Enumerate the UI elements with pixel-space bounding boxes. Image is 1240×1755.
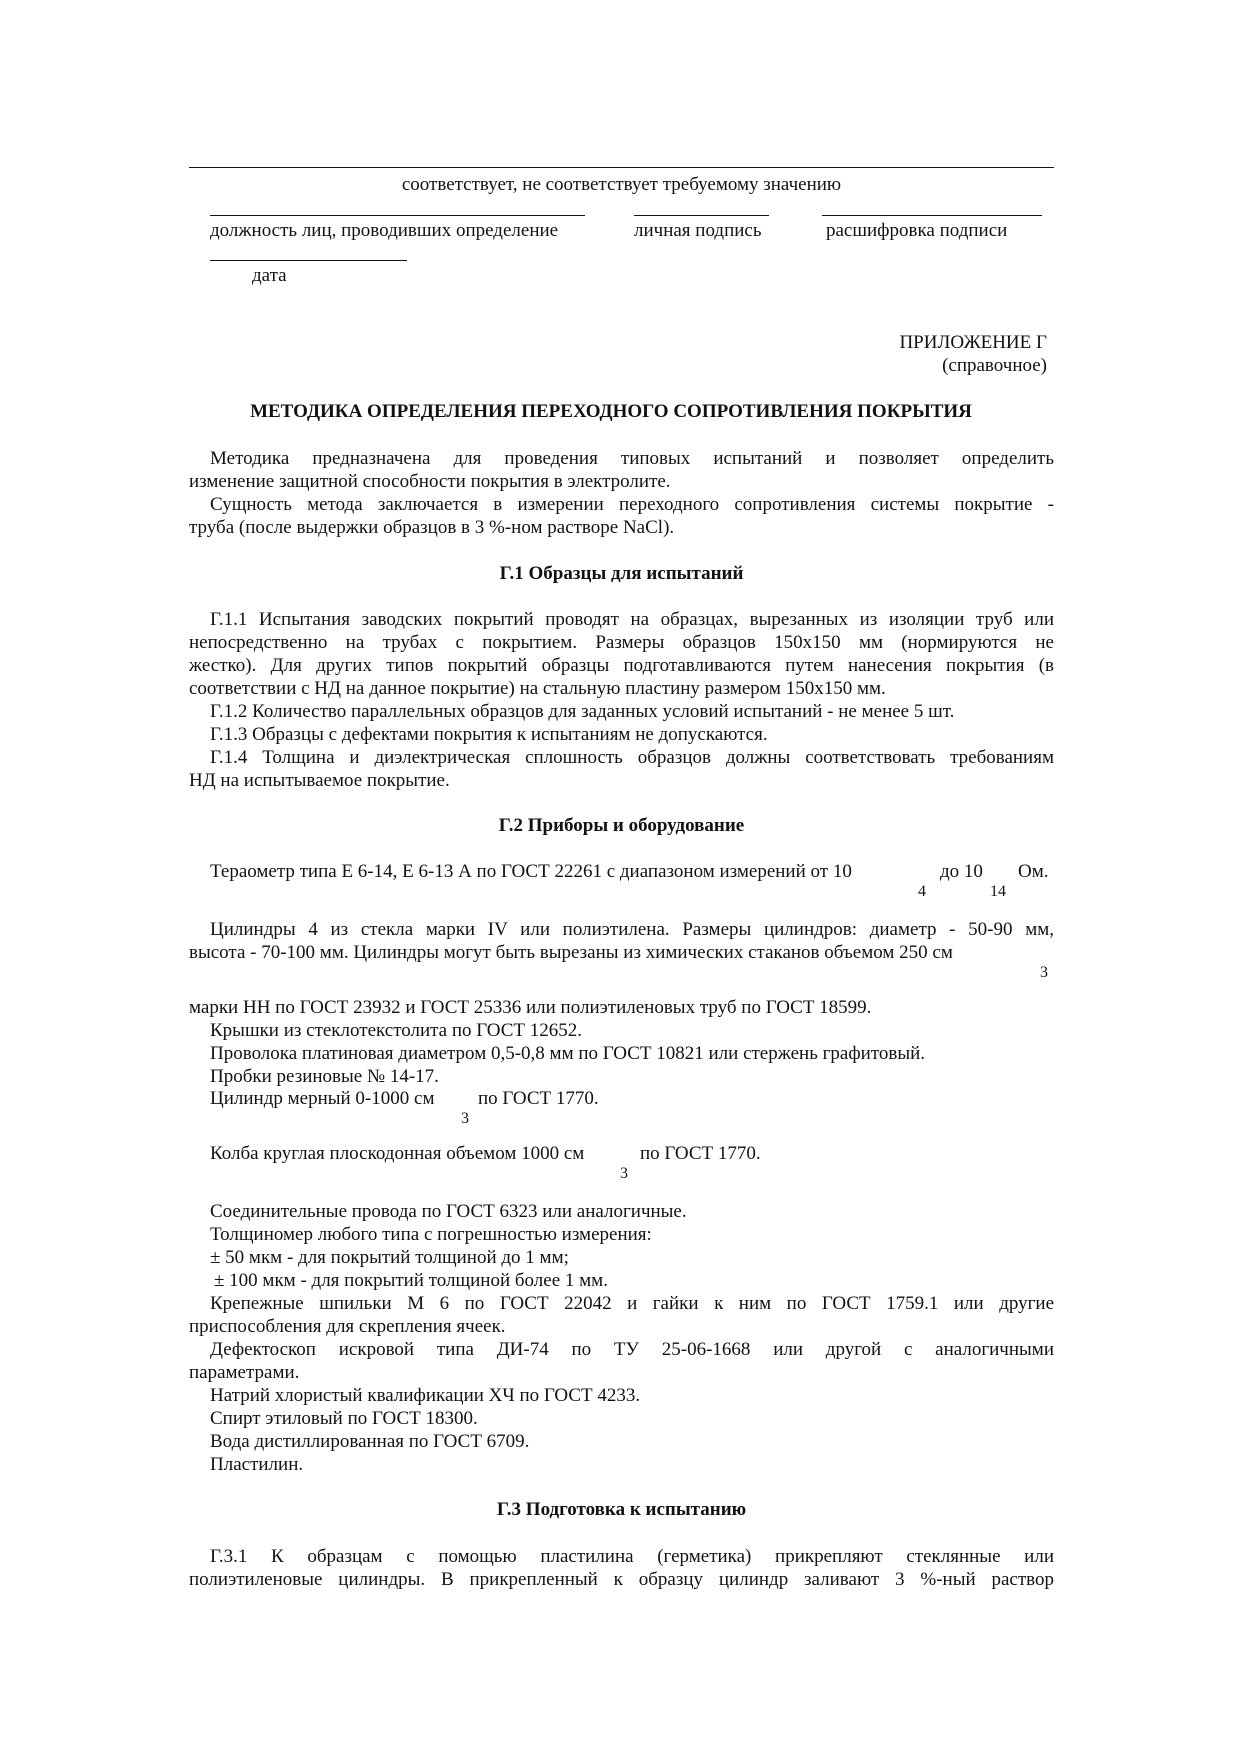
transcript-caption: расшифровка подписи (826, 220, 1008, 241)
thickness-gauge: Толщиномер любого типа с погрешностью измерения: (210, 1224, 652, 1245)
date-caption: дата (252, 265, 287, 286)
position-underline (210, 215, 585, 216)
g1-p4-line1: Г.1.4 Толщина и диэлектрическая сплошность образцов должны соответствовать требованиям (210, 747, 1054, 768)
teraometer-unit: Ом. (1018, 861, 1049, 882)
tolerance-thick: ± 100 мкм - для покрытий толщиной более 1 мм. (214, 1270, 608, 1291)
g1-p1-line3: жестко). Для других типов покрытий образцы подготавливаются путем нанесения покрытия (в (189, 655, 1054, 676)
measuring-cylinder-standard: по ГОСТ 1770. (478, 1088, 599, 1109)
section-g3-heading: Г.3 Подготовка к испытанию (496, 1499, 747, 1520)
cylinders-line3: марки НН по ГОСТ 23932 и ГОСТ 25336 или полиэтиленовых труб по ГОСТ 18599. (189, 997, 872, 1018)
g1-p1-line1: Г.1.1 Испытания заводских покрытий проводят на образцах, вырезанных из изоляции труб или (210, 609, 1054, 630)
appendix-type: (справочное) (942, 355, 1047, 376)
cylinders-line1: Цилиндры 4 из стекла марки IV или полиэтилена. Размеры цилиндров: диаметр - 50-90 мм, (210, 919, 1054, 940)
distilled-water: Вода дистиллированная по ГОСТ 6709. (210, 1431, 530, 1452)
plasticine: Пластилин. (210, 1454, 304, 1475)
compliance-caption: соответствует, не соответствует требуемому значению (401, 174, 842, 195)
section-g2-heading: Г.2 Приборы и оборудование (498, 815, 745, 836)
g1-p2: Г.1.2 Количество параллельных образцов для заданных условий испытаний - не менее 5 шт. (210, 701, 955, 722)
covers: Крышки из стеклотекстолита по ГОСТ 12652. (210, 1020, 583, 1041)
intro-p2-line1: Сущность метода заключается в измерении переходного сопротивления системы покрытие - (210, 494, 1054, 515)
platinum-wire: Проволока платиновая диаметром 0,5-0,8 мм по ГОСТ 10821 или стержень графитовый. (210, 1043, 926, 1064)
rubber-plugs: Пробки резиновые № 14-17. (210, 1066, 439, 1087)
studs-line2: приспособления для скрепления ячеек. (189, 1316, 506, 1337)
cylinders-exponent: 3 (1040, 964, 1048, 981)
detector-line2: параметрами. (189, 1362, 300, 1383)
sodium-chloride: Натрий хлористый квалификации ХЧ по ГОСТ 4233. (210, 1385, 641, 1406)
g1-p4-line2: НД на испытываемое покрытие. (189, 770, 450, 791)
flask-exponent: 3 (620, 1165, 628, 1182)
appendix-label: ПРИЛОЖЕНИЕ Г (899, 332, 1047, 353)
g1-p1-line2: непосредственно на трубах с покрытием. Размеры образцов 150x150 мм (нормируются не (189, 632, 1054, 653)
g3-p1-line2: полиэтиленовые цилиндры. В прикрепленный к образцу цилиндр заливают 3 %-ный раствор (189, 1569, 1054, 1590)
ethyl-alcohol: Спирт этиловый по ГОСТ 18300. (210, 1408, 478, 1429)
compliance-underline (189, 167, 1054, 168)
flask-standard: по ГОСТ 1770. (640, 1143, 761, 1164)
studs-line1: Крепежные шпильки М 6 по ГОСТ 22042 и гайки к ним по ГОСТ 1759.1 или другие (210, 1293, 1054, 1314)
measuring-cylinder-exponent: 3 (461, 1110, 469, 1127)
intro-p1-line2: изменение защитной способности покрытия в электролите. (189, 471, 671, 492)
teraometer-text: Тераометр типа Е 6-14, Е 6-13 А по ГОСТ 22261 с диапазоном измерений от 10 (210, 861, 852, 882)
intro-p2-line2: труба (после выдержки образцов в 3 %-ном растворе NaCl). (189, 517, 675, 538)
measuring-cylinder-text: Цилиндр мерный 0-1000 см (210, 1088, 435, 1109)
teraometer-exponent-min: 4 (918, 883, 926, 900)
g3-p1-line1: Г.3.1 К образцам с помощью пластилина (герметика) прикрепляют стеклянные или (210, 1546, 1054, 1567)
date-underline (210, 260, 407, 261)
signature-caption: личная подпись (634, 220, 762, 241)
g1-p3: Г.1.3 Образцы с дефектами покрытия к испытаниям не допускаются. (210, 724, 768, 745)
transcript-underline (822, 215, 1042, 216)
teraometer-mid: до 10 (940, 861, 983, 882)
position-caption: должность лиц, проводивших определение (210, 220, 559, 241)
appendix-title: МЕТОДИКА ОПРЕДЕЛЕНИЯ ПЕРЕХОДНОГО СОПРОТИВЛЕНИЯ ПОКРЫТИЯ (250, 401, 972, 422)
tolerance-thin: ± 50 мкм - для покрытий толщиной до 1 мм; (210, 1247, 569, 1268)
detector-line1: Дефектоскоп искровой типа ДИ-74 по ТУ 25-06-1668 или другой с аналогичными (210, 1339, 1054, 1360)
teraometer-exponent-max: 14 (990, 883, 1006, 900)
cylinders-line2: высота - 70-100 мм. Цилиндры могут быть вырезаны из химических стаканов объемом 250 см (189, 942, 953, 963)
signature-underline (634, 215, 769, 216)
intro-p1-line1: Методика предназначена для проведения типовых испытаний и позволяет определить (210, 448, 1054, 469)
g1-p1-line4: соответствии с НД на данное покрытие) на стальную пластину размером 150x150 мм. (189, 678, 886, 699)
section-g1-heading: Г.1 Образцы для испытаний (499, 563, 744, 584)
flask-text: Колба круглая плоскодонная объемом 1000 см (210, 1143, 585, 1164)
connecting-wires: Соединительные провода по ГОСТ 6323 или аналогичные. (210, 1201, 687, 1222)
